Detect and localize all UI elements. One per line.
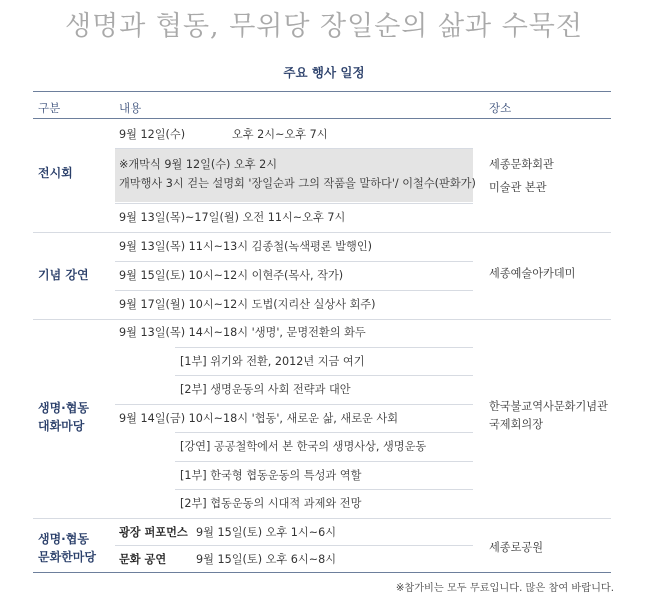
exhibition-time: 오후 2시~오후 7시 bbox=[232, 128, 328, 141]
row-divider bbox=[115, 203, 473, 204]
row-divider bbox=[115, 261, 473, 262]
category-lecture: 기념 강연 bbox=[38, 268, 89, 282]
section-divider bbox=[33, 319, 611, 320]
row-divider bbox=[175, 461, 473, 462]
header-bottom-border bbox=[33, 118, 611, 119]
opening-ceremony-note: ※개막식 9월 12일(수) 오후 2시 bbox=[119, 158, 278, 171]
lecture-row: 9월 15일(토) 10시~12시 이현주(목사, 작가) bbox=[119, 269, 344, 282]
header-category: 구분 bbox=[38, 101, 61, 115]
header-content: 내용 bbox=[119, 101, 142, 115]
exhibition-place-line2: 미술관 본관 bbox=[489, 181, 547, 194]
culture-place: 세종로공원 bbox=[489, 541, 544, 554]
dialogue-row: [2부] 생명운동의 사회 전략과 대안 bbox=[180, 383, 351, 396]
dialogue-place-line1: 한국불교역사문화기념관 bbox=[489, 400, 608, 413]
category-culture-line2: 문화한마당 bbox=[38, 550, 96, 564]
dialogue-row: [강연] 공공철학에서 본 한국의 생명사상, 생명운동 bbox=[180, 440, 427, 453]
category-dialogue-line1: 생명·협동 bbox=[38, 401, 89, 415]
row-divider bbox=[115, 545, 473, 546]
dialogue-row: 9월 14일(금) 10시~18시 '협동', 새로운 삶, 새로운 사회 bbox=[119, 412, 398, 425]
culture-performance-label: 문화 공연 bbox=[119, 553, 167, 566]
schedule-subtitle: 주요 행사 일정 bbox=[283, 65, 365, 80]
footnote: ※참가비는 모두 무료입니다. 많은 참여 바랍니다. bbox=[395, 583, 614, 594]
header-place: 장소 bbox=[489, 101, 512, 115]
category-exhibition: 전시회 bbox=[38, 166, 73, 180]
lecture-place: 세종예술아카데미 bbox=[489, 267, 576, 280]
lecture-row: 9월 17일(월) 10시~12시 도법(지리산 실상사 회주) bbox=[119, 298, 376, 311]
exhibition-date: 9월 12일(수) bbox=[119, 128, 186, 141]
culture-performance-time: 9월 15일(토) 오후 6시~8시 bbox=[196, 553, 337, 566]
section-divider bbox=[33, 518, 611, 519]
exhibition-place-line1: 세종문화회관 bbox=[489, 158, 554, 171]
table-top-border bbox=[33, 91, 611, 92]
dialogue-row: [1부] 한국형 협동운동의 특성과 역할 bbox=[180, 469, 362, 482]
row-divider bbox=[175, 432, 473, 433]
category-dialogue-line2: 대화마당 bbox=[38, 419, 85, 433]
category-culture-line1: 생명·협동 bbox=[38, 532, 89, 546]
exhibition-period: 9월 13일(목)~17일(월) 오전 11시~오후 7시 bbox=[119, 211, 346, 224]
page-title: 생명과 협동, 무위당 장일순의 삶과 수묵전 bbox=[65, 11, 583, 42]
row-divider bbox=[175, 489, 473, 490]
row-divider bbox=[115, 290, 473, 291]
dialogue-row: [2부] 협동운동의 시대적 과제와 전망 bbox=[180, 497, 362, 510]
row-divider bbox=[175, 375, 473, 376]
plaza-performance-label: 광장 퍼포먼스 bbox=[119, 526, 188, 539]
dialogue-row: 9월 13일(목) 14시~18시 '생명', 문명전환의 화두 bbox=[119, 326, 366, 339]
section-divider bbox=[33, 232, 611, 233]
row-divider bbox=[115, 404, 473, 405]
dialogue-row: [1부] 위기와 전환, 2012년 지금 여기 bbox=[180, 355, 365, 368]
lecture-row: 9월 13일(목) 11시~13시 김종철(녹색평론 발행인) bbox=[119, 240, 372, 253]
row-divider bbox=[175, 347, 473, 348]
table-bottom-border bbox=[33, 572, 611, 573]
plaza-performance-time: 9월 15일(토) 오후 1시~6시 bbox=[196, 526, 337, 539]
dialogue-place-line2: 국제회의장 bbox=[489, 418, 544, 431]
opening-event-note: 개막행사 3시 걷는 설명회 '장일순과 그의 작품을 말하다'/ 이철수(판화가) bbox=[119, 177, 476, 190]
